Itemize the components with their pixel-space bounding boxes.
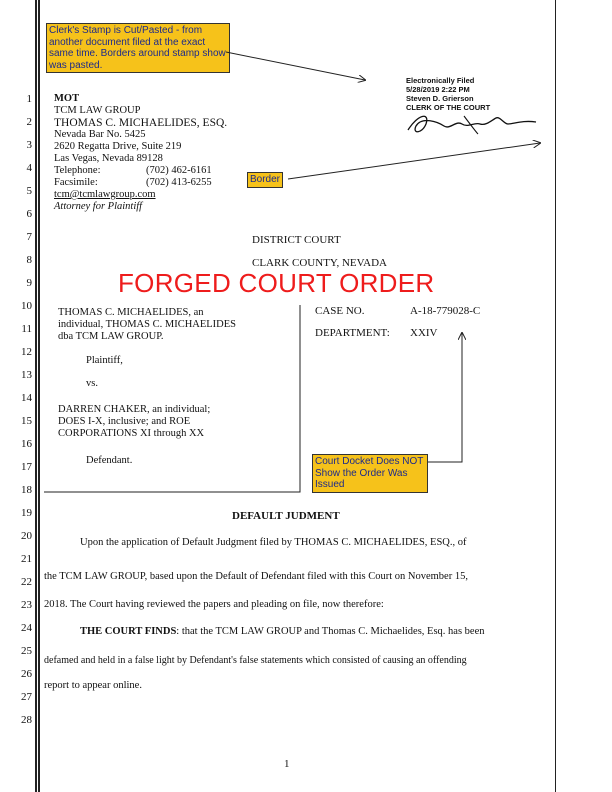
paragraph-line: 2018. The Court having reviewed the papers and pleading on file, now therefore: bbox=[44, 599, 384, 610]
email-link[interactable]: tcm@tcmlawgroup.com bbox=[54, 189, 156, 200]
court-name: DISTRICT COURT bbox=[252, 234, 341, 246]
plaintiff-line: individual, THOMAS C. MICHAELIDES bbox=[58, 319, 237, 330]
stamp-line: Electronically Filed bbox=[406, 76, 475, 85]
line-number: 14 bbox=[21, 392, 32, 404]
findings-line bbox=[80, 626, 485, 637]
line-number: 20 bbox=[21, 530, 32, 542]
line-number: 8 bbox=[26, 254, 32, 266]
docket-note: Court Docket Does NOT Show the Order Was Issued bbox=[312, 454, 428, 493]
paragraph-line: Upon the application of Default Judgment filed by THOMAS C. MICHAELIDES, ESQ., of bbox=[80, 537, 467, 548]
attorney-name: THOMAS C. MICHAELIDES, ESQ. bbox=[54, 117, 228, 129]
line-number: 1 bbox=[26, 93, 32, 105]
line-number: 12 bbox=[21, 346, 32, 358]
findings-text: : that the TCM LAW GROUP and Thomas C. Michaelides, Esq. has been bbox=[176, 626, 485, 637]
plaintiff-label: Plaintiff, bbox=[86, 355, 123, 366]
line-number: 27 bbox=[21, 691, 32, 703]
case-label: CASE NO. bbox=[315, 305, 365, 317]
line-number: 9 bbox=[26, 277, 32, 289]
line-number: 7 bbox=[26, 231, 32, 243]
telephone-label: Telephone: bbox=[54, 165, 101, 176]
address-line-2: Las Vegas, Nevada 89128 bbox=[54, 153, 163, 164]
docket-arrow bbox=[385, 333, 462, 462]
plaintiff-line: THOMAS C. MICHAELIDES, an bbox=[58, 307, 204, 318]
line-number: 4 bbox=[26, 162, 32, 174]
stamp-line: 5/28/2019 2:22 PM bbox=[406, 85, 470, 94]
defendant-line: DARREN CHAKER, an individual; bbox=[58, 404, 211, 415]
line-number: 28 bbox=[21, 714, 32, 726]
line-number: 2 bbox=[26, 116, 32, 128]
line-number: 11 bbox=[21, 323, 32, 335]
stamp-note: Clerk's Stamp is Cut/Pasted - from another document filed at the exact same time. Borders around stamp show was pasted. bbox=[46, 23, 230, 73]
line-number: 26 bbox=[21, 668, 32, 680]
court-county: CLARK COUNTY, NEVADA bbox=[252, 257, 387, 269]
versus: vs. bbox=[86, 378, 98, 389]
fax: (702) 413-6255 bbox=[146, 177, 212, 188]
defendant-line: CORPORATIONS XI through XX bbox=[58, 428, 205, 439]
case-number: A-18-779028-C bbox=[410, 305, 481, 317]
line-number: 6 bbox=[26, 208, 32, 220]
line-number: 25 bbox=[21, 645, 32, 657]
doc-code: MOT bbox=[54, 93, 80, 104]
findings-label: THE COURT FINDS bbox=[80, 626, 177, 637]
page-number: 1 bbox=[284, 758, 290, 770]
border-arrow bbox=[288, 143, 540, 179]
firm-name: TCM LAW GROUP bbox=[54, 105, 141, 116]
line-number: 3 bbox=[26, 139, 32, 151]
stamp-arrow bbox=[226, 52, 365, 80]
paragraph-line: report to appear online. bbox=[44, 680, 142, 691]
fax-label: Facsimile: bbox=[54, 177, 98, 188]
line-number: 17 bbox=[21, 461, 32, 473]
plaintiff-line: dba TCM LAW GROUP. bbox=[58, 331, 164, 342]
line-number: 13 bbox=[21, 369, 32, 381]
line-number: 18 bbox=[21, 484, 32, 496]
line-number: 24 bbox=[21, 622, 32, 634]
paragraph-line: defamed and held in a false light by Defendant's false statements which consisted of causing an offending bbox=[44, 655, 467, 666]
attorney-role: Attorney for Plaintiff bbox=[54, 201, 143, 212]
line-number: 23 bbox=[21, 599, 32, 611]
border-note: Border bbox=[247, 172, 283, 188]
bar-number: Nevada Bar No. 5425 bbox=[54, 129, 146, 140]
line-number: 15 bbox=[21, 415, 32, 427]
line-number: 5 bbox=[26, 185, 32, 197]
defendant-label: Defendant. bbox=[86, 455, 133, 466]
line-number: 19 bbox=[21, 507, 32, 519]
document-title: DEFAULT JUDMENT bbox=[232, 510, 340, 522]
address-line-1: 2620 Regatta Drive, Suite 219 bbox=[54, 141, 182, 152]
stamp-line: Steven D. Grierson bbox=[406, 94, 474, 103]
forged-title: FORGED COURT ORDER bbox=[118, 268, 435, 298]
department: XXIV bbox=[410, 327, 438, 339]
defendant-line: DOES I-X, inclusive; and ROE bbox=[58, 416, 191, 427]
paragraph-line: the TCM LAW GROUP, based upon the Default of Defendant filed with this Court on November 15, bbox=[44, 571, 468, 582]
department-label: DEPARTMENT: bbox=[315, 327, 390, 339]
telephone: (702) 462-6161 bbox=[146, 165, 212, 176]
clerk-signature bbox=[404, 110, 544, 138]
line-number: 22 bbox=[21, 576, 32, 588]
line-number: 16 bbox=[21, 438, 32, 450]
line-number: 10 bbox=[21, 300, 32, 312]
line-number: 21 bbox=[21, 553, 32, 565]
stamp-line: CLERK OF THE COURT bbox=[406, 103, 491, 112]
